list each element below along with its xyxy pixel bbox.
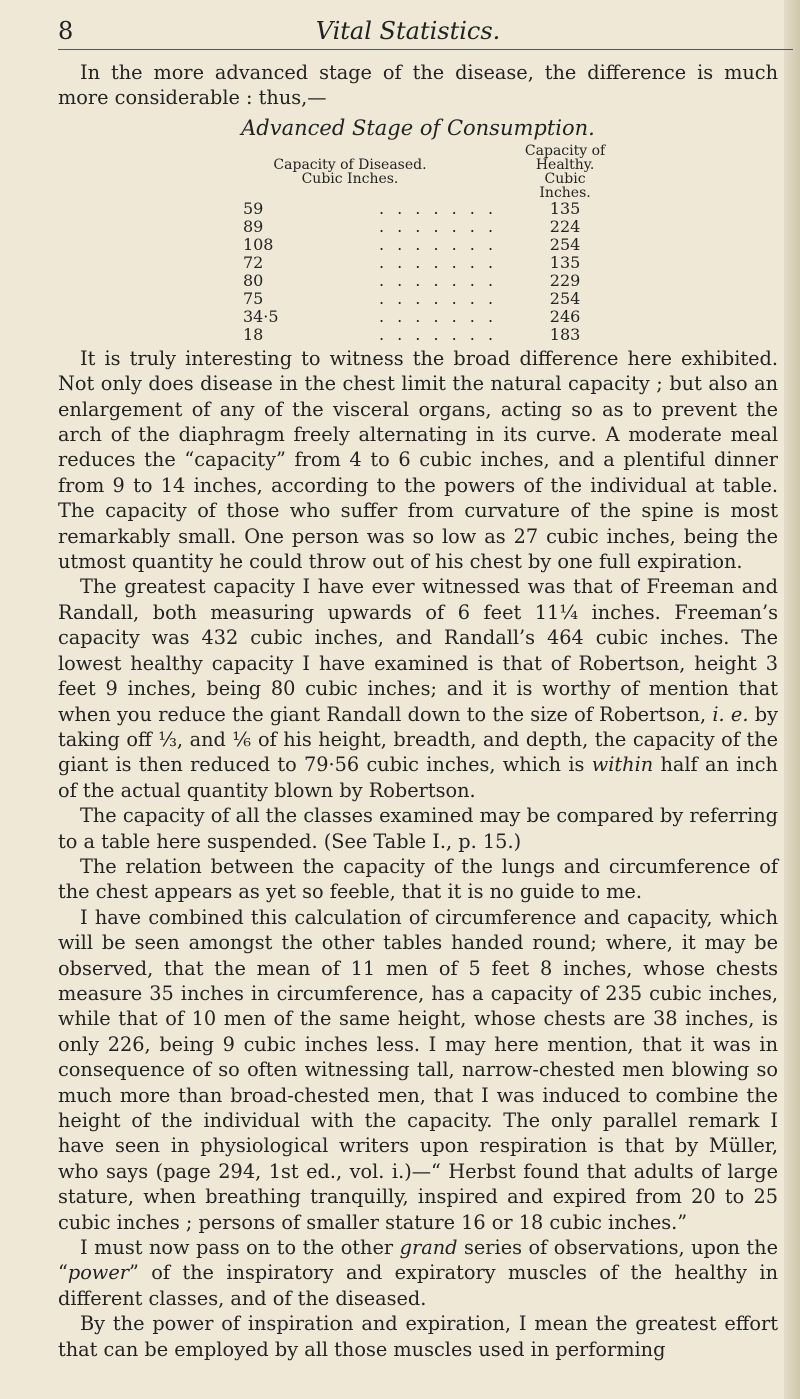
healthy-value: 229	[549, 270, 581, 290]
table-title: Advanced Stage of Consumption.	[241, 115, 595, 140]
healthy-value: 254	[549, 234, 581, 254]
diseased-value: 72	[242, 252, 264, 272]
table-row	[203, 290, 633, 308]
table-row	[203, 200, 633, 218]
page-body	[58, 60, 778, 1362]
dot-leader: . . . . . . .	[378, 234, 498, 254]
paragraph-power-definition: By the power of inspiration and expiration, I mean the greatest effort that can be employed by all those muscles used in performing	[58, 1312, 778, 1361]
column-header-diseased: Capacity of Diseased. Cubic Inches.	[273, 156, 427, 187]
paragraph-power-series: I must now pass on to the other grand series of observations, upon the “power” of the inspiratory and expiratory muscles of the healthy in different classes, and of the diseased.	[58, 1236, 778, 1310]
paragraph-broad-difference: It is truly interesting to witness the broad difference here exhibited. Not only does disease in the chest limit the natural capacity ; but also an enlargement of any of the visceral organs, acting so as to prevent the arch of the diaphragm freely alternating in its curve. A moderate meal reduces the “capacity” from 4 to 6 cubic inches, and a plentiful dinner from 9 to 14 inches, according to the powers of the individual at table. The capacity of those who suffer from curvature of the spine is most remarkably small. One person was so low as 27 cubic inches, being the utmost quantity he could throw out of his chest by one full expiration.	[58, 346, 778, 574]
table-row	[203, 236, 633, 254]
dot-leader: . . . . . . .	[378, 288, 498, 308]
running-title: Vital Statistics.	[315, 17, 501, 45]
healthy-value: 224	[549, 216, 581, 236]
diseased-value: 75	[242, 288, 264, 308]
diseased-value: 89	[242, 216, 264, 236]
diseased-value: 59	[242, 198, 264, 218]
paragraph-circumference-relation: The relation between the capacity of the lungs and circumference of the chest appears as yet so feeble, that it is no guide to me.	[58, 854, 778, 904]
healthy-value: 254	[549, 288, 581, 308]
paragraph-combined-calculation: I have combined this calculation of circumference and capacity, which will be seen amongst the other tables handed round; where, it may be observed, that the mean of 11 men of 5 feet 8 inches, whose chests measure 35 inches in circumference, has a capacity of 235 cubic inches, while that of 10 men of the same height, whose chests are 38 inches, is only 226, being 9 cubic inches less. I may here mention, that it was in consequence of so often witnessing tall, narrow-chested men blowing so much more than broad-chested men, that I was induced to combine the height of the individual with the capacity. The only parallel remark I have seen in physiological writers upon respiration is that by Müller, who says (page 294, 1st ed., vol. i.)—“ Herbst found that adults of large stature, when breathing tranquilly, inspired and expired from 20 to 25 cubic inches ; persons of smaller stature 16 or 18 cubic inches.”	[58, 905, 778, 1234]
table-row	[203, 308, 633, 326]
dot-leader: . . . . . . .	[378, 216, 498, 236]
dot-leader: . . . . . . .	[378, 324, 498, 344]
dot-leader: . . . . . . .	[378, 306, 498, 326]
dot-leader: . . . . . . .	[378, 270, 498, 290]
table-row	[203, 218, 633, 236]
table-row	[203, 254, 633, 272]
dot-leader: . . . . . . .	[378, 198, 498, 218]
page-edge	[784, 0, 800, 1399]
header-rule	[58, 49, 793, 50]
table-row	[203, 272, 633, 290]
diseased-value: 80	[242, 270, 264, 290]
table-body	[203, 200, 633, 344]
paragraph-classes-compared: The capacity of all the classes examined may be compared by referring to a table here suspended. (See Table I., p. 15.)	[58, 804, 778, 853]
healthy-value: 246	[549, 306, 581, 326]
page-number: 8	[58, 17, 74, 45]
capacity-table	[203, 144, 633, 344]
healthy-value: 135	[549, 198, 581, 218]
table-row	[203, 326, 633, 344]
paragraph-greatest-capacity: The greatest capacity I have ever witnessed was that of Freeman and Randall, both measuring upwards of 6 feet 11¼ inches. Freeman’s capacity was 432 cubic inches, and Randall’s 464 cubic inches. The lowest healthy capacity I have examined is that of Robertson, height 3 feet 9 inches, being 80 cubic inches; and it is worthy of mention that when you reduce the giant Randall down to the size of Robertson, i. e. by taking off ⅓, and ⅙ of his height, breadth, and depth, the capacity of the giant is then reduced to 79·56 cubic inches, which is within half an inch of the actual quantity blown by Robertson.	[58, 575, 778, 802]
dot-leader: . . . . . . .	[378, 252, 498, 272]
diseased-value: 108	[242, 234, 274, 254]
healthy-value: 135	[549, 252, 581, 272]
healthy-value: 183	[549, 324, 581, 344]
diseased-value: 34·5	[242, 306, 279, 326]
diseased-value: 18	[242, 324, 264, 344]
column-header-healthy: Capacity of Healthy. Cubic Inches.	[524, 142, 606, 201]
intro-paragraph: In the more advanced stage of the disease, the difference is much more considerable : thus,—	[58, 61, 778, 110]
